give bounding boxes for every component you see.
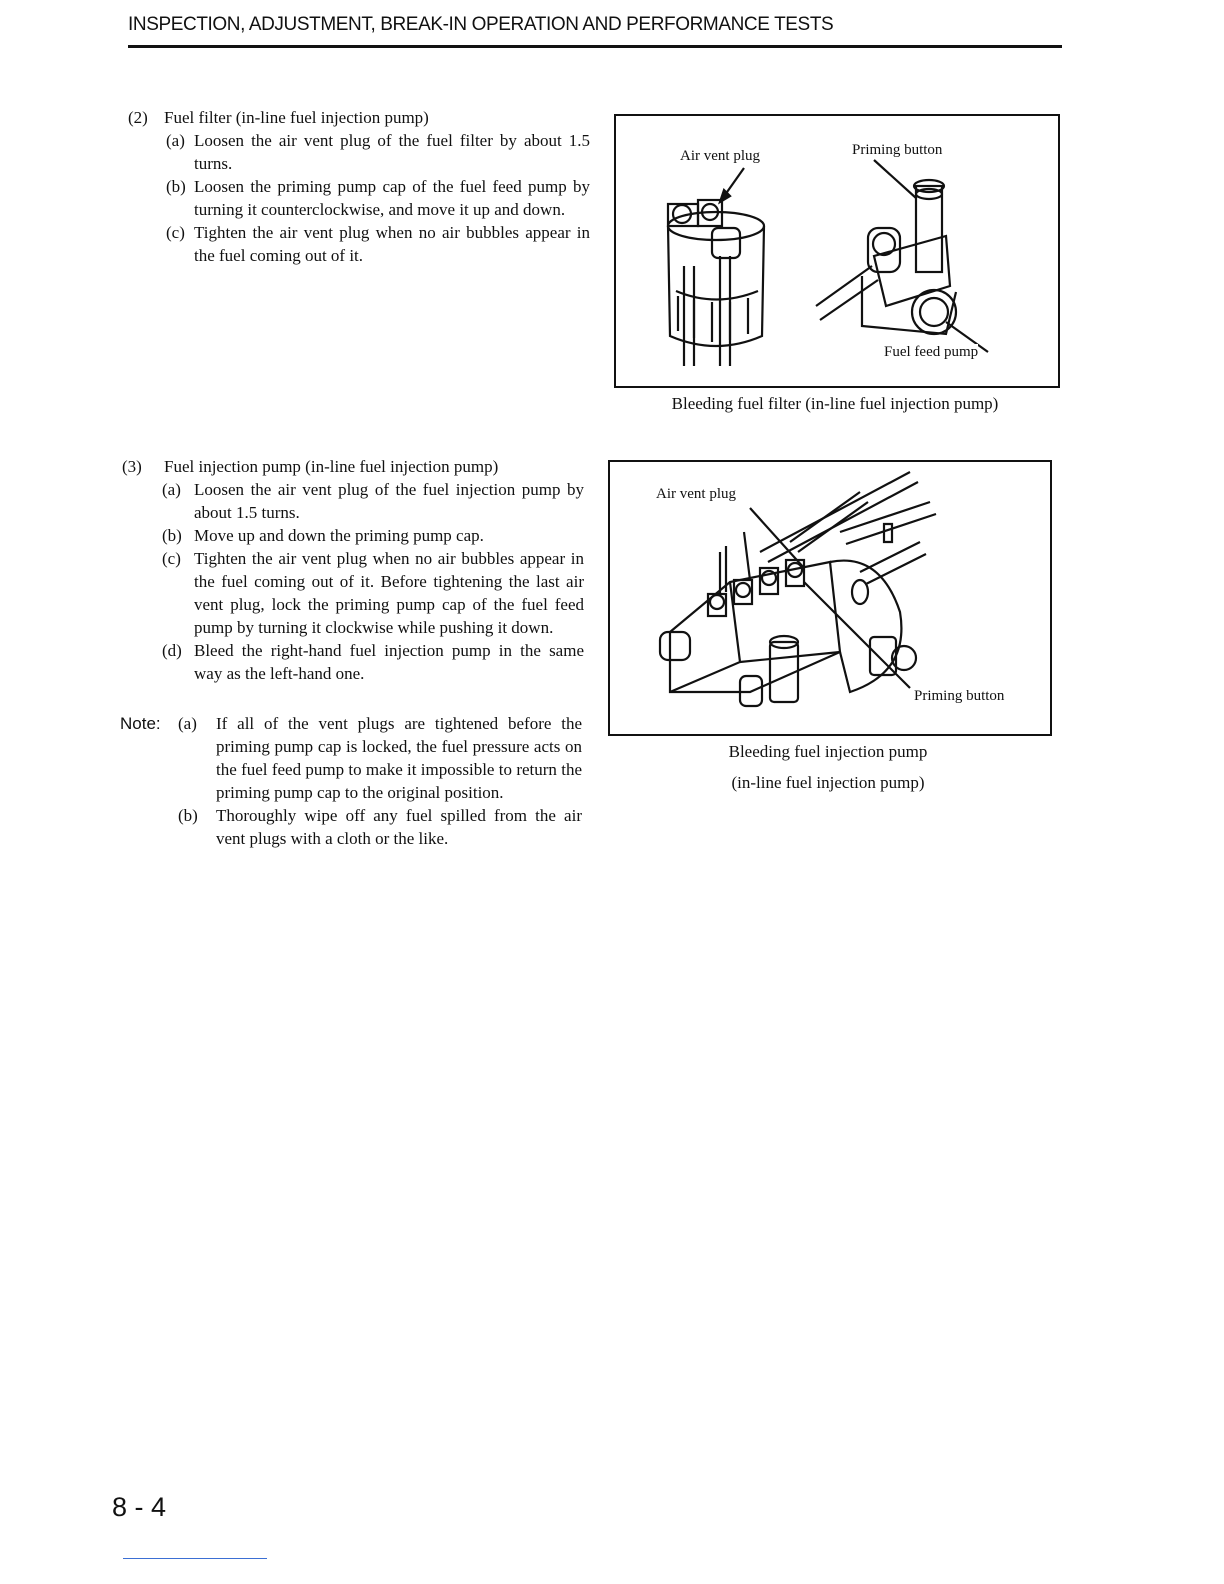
note-label: Note: xyxy=(120,714,161,733)
label-priming-button: Priming button xyxy=(852,142,943,158)
footer-rule xyxy=(123,1558,267,1559)
note-block xyxy=(120,712,582,850)
note-letter: (a) xyxy=(178,714,197,733)
note-item-b xyxy=(178,804,582,850)
section-2 xyxy=(128,106,590,267)
section-2-step-a xyxy=(166,129,590,175)
step-text: Tighten the air vent plug when no air bubbles appear in the fuel coming out of it. Before tightening the last air vent plug, lock the priming pump cap of the fuel feed pump by turning it clockwise while pushing it down. xyxy=(194,549,584,637)
section-2-heading xyxy=(128,106,590,129)
section-2-step-b xyxy=(166,175,590,221)
step-text: Tighten the air vent plug when no air bubbles appear in the fuel coming out of it. xyxy=(194,223,590,265)
step-letter: (a) xyxy=(166,131,185,150)
section-2-number: (2) xyxy=(128,108,148,127)
step-letter: (c) xyxy=(166,223,185,242)
note-text: Thoroughly wipe off any fuel spilled from the air vent plugs with a cloth or the like. xyxy=(216,806,582,848)
section-3-heading xyxy=(122,455,584,478)
figure-1-caption: Bleeding fuel filter (in-line fuel injection pump) xyxy=(671,394,999,413)
step-letter: (b) xyxy=(162,526,182,545)
step-text: Move up and down the priming pump cap. xyxy=(194,526,484,545)
section-3-number: (3) xyxy=(122,457,142,476)
step-letter: (d) xyxy=(162,641,182,660)
label-priming-button-2: Priming button xyxy=(914,688,1005,704)
section-3-title: Fuel injection pump (in-line fuel injection pump) xyxy=(164,457,499,476)
section-2-title: Fuel filter (in-line fuel injection pump) xyxy=(164,108,429,127)
section-3-step-b xyxy=(162,524,584,547)
note-item-a xyxy=(120,712,582,804)
note-letter: (b) xyxy=(178,806,198,825)
label-air-vent-plug: Air vent plug xyxy=(680,148,760,164)
step-text: Bleed the right-hand fuel injection pump in the same way as the left-hand one. xyxy=(194,641,584,683)
figure-fuel-filter xyxy=(614,114,1060,388)
page-number: 8 - 4 xyxy=(112,1492,167,1522)
step-letter: (b) xyxy=(166,177,186,196)
header-rule xyxy=(128,45,1062,48)
figure-injection-pump xyxy=(608,460,1052,736)
page-header-title: INSPECTION, ADJUSTMENT, BREAK-IN OPERATION AND PERFORMANCE TESTS xyxy=(128,14,834,35)
section-2-step-c xyxy=(166,221,590,267)
section-3-step-c xyxy=(162,547,584,639)
figure-2-caption-line-1: Bleeding fuel injection pump xyxy=(728,742,928,761)
section-3 xyxy=(122,455,584,685)
section-3-step-d xyxy=(162,639,584,685)
step-text: Loosen the air vent plug of the fuel filter by about 1.5 turns. xyxy=(194,131,590,173)
section-3-step-a xyxy=(162,478,584,524)
figure-2-caption-line-2: (in-line fuel injection pump) xyxy=(731,773,925,792)
step-letter: (c) xyxy=(162,549,181,568)
label-air-vent-plug-2: Air vent plug xyxy=(656,486,736,502)
step-letter: (a) xyxy=(162,480,181,499)
step-text: Loosen the air vent plug of the fuel injection pump by about 1.5 turns. xyxy=(194,480,584,522)
note-text: If all of the vent plugs are tightened before the priming pump cap is locked, the fuel pressure acts on the fuel feed pump to make it impossible to return the priming pump cap to the original position. xyxy=(216,714,582,802)
step-text: Loosen the priming pump cap of the fuel feed pump by turning it counterclockwise, and move it up and down. xyxy=(194,177,590,219)
label-fuel-feed-pump: Fuel feed pump xyxy=(884,344,979,360)
